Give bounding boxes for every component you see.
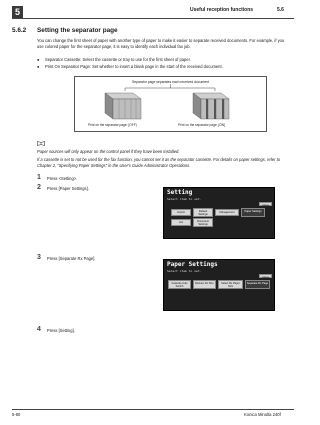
step-text: Press [Paper Settings]. xyxy=(47,186,89,191)
bullet-dot: ● xyxy=(37,64,40,69)
section-title: Setting the separator page xyxy=(37,27,118,34)
step-text: Press <Setting>. xyxy=(47,176,78,181)
page-number: 5-60 xyxy=(12,412,21,417)
step-text: Press [Setting]. xyxy=(47,328,75,333)
step-number: 4 xyxy=(37,326,41,333)
header-rule xyxy=(12,18,294,19)
bullet-text: Separator Cassette: Select the cassette or tray to use for the first sheet of paper. xyxy=(45,57,191,62)
running-header-title: Useful reception functions xyxy=(190,7,254,13)
intro-paragraph: You can change the first sheet of paper with another type of paper to make it easier to separate received documents. For example, if you use colored paper for the separator page, it is easy to identify each individual fax job. xyxy=(37,38,285,50)
paper-settings-button[interactable]: Paper Settings xyxy=(241,208,265,217)
figure-caption-off: Print on the separator page: [OFF] xyxy=(88,123,137,127)
screen-subtitle: Select item to set. xyxy=(167,269,202,273)
running-header-number: 5.6 xyxy=(277,7,284,13)
reduce-rx-size-button[interactable]: Reduce Rx Size xyxy=(193,280,216,289)
figure-caption-top: Separator page separates each received document xyxy=(131,80,210,84)
section-number: 5.6.2 xyxy=(12,27,27,34)
step-text: Press [Separate Rx Page]. xyxy=(47,256,96,261)
note-line-2: If a cassette is set to not be used for the fax function, you cannot set it as the separator cassette. For details on paper settings, refer to Chapter 2, "Specifying Paper Settings" in the User's Guide Administrator Operations. xyxy=(37,157,281,169)
step-number: 2 xyxy=(37,184,41,191)
note-icon xyxy=(37,140,45,146)
close-button[interactable]: Close xyxy=(259,202,272,206)
product-name: Konica Minolta 240f xyxy=(244,412,281,417)
bullet-item xyxy=(37,64,289,70)
section-heading xyxy=(12,27,118,34)
select-rx-paper-size-button[interactable]: Select Rx Paper Size xyxy=(218,280,243,289)
management-button[interactable]: Management xyxy=(215,209,239,216)
screen-subtitle: Select item to set. xyxy=(167,197,202,201)
default-settings-button[interactable]: Default Settings xyxy=(193,208,213,217)
cassette-auto-switch-button[interactable]: Cassette Auto Switch xyxy=(168,280,191,289)
paper-settings-screen xyxy=(163,259,275,311)
step-number: 3 xyxy=(37,254,41,261)
setting-screen xyxy=(163,187,275,239)
step-number: 1 xyxy=(37,174,41,181)
bullet-text: Print On Separator Page: Set whether to insert a blank page in the start of the received document. xyxy=(45,64,223,69)
separator-figure xyxy=(74,76,267,132)
screen-title: Setting xyxy=(167,189,193,196)
screen-title: Paper Settings xyxy=(167,261,218,268)
separate-rx-page-button[interactable]: Separate Rx Page xyxy=(245,280,270,289)
imprint-button[interactable]: Imprint xyxy=(171,209,191,216)
footer-rule xyxy=(12,409,294,410)
figure-caption-on: Print on the separator page: [ON] xyxy=(178,123,225,127)
bullet-item xyxy=(37,57,289,63)
note-line-1: Paper sources will only appear on the control panel if they have been installed. xyxy=(37,149,180,154)
document-settings-button[interactable]: Document Settings xyxy=(193,218,213,227)
chapter-badge: 5 xyxy=(12,6,23,18)
list-button[interactable]: List xyxy=(171,219,191,226)
bullet-dot: ● xyxy=(37,57,40,62)
close-button[interactable]: Close xyxy=(259,274,272,278)
